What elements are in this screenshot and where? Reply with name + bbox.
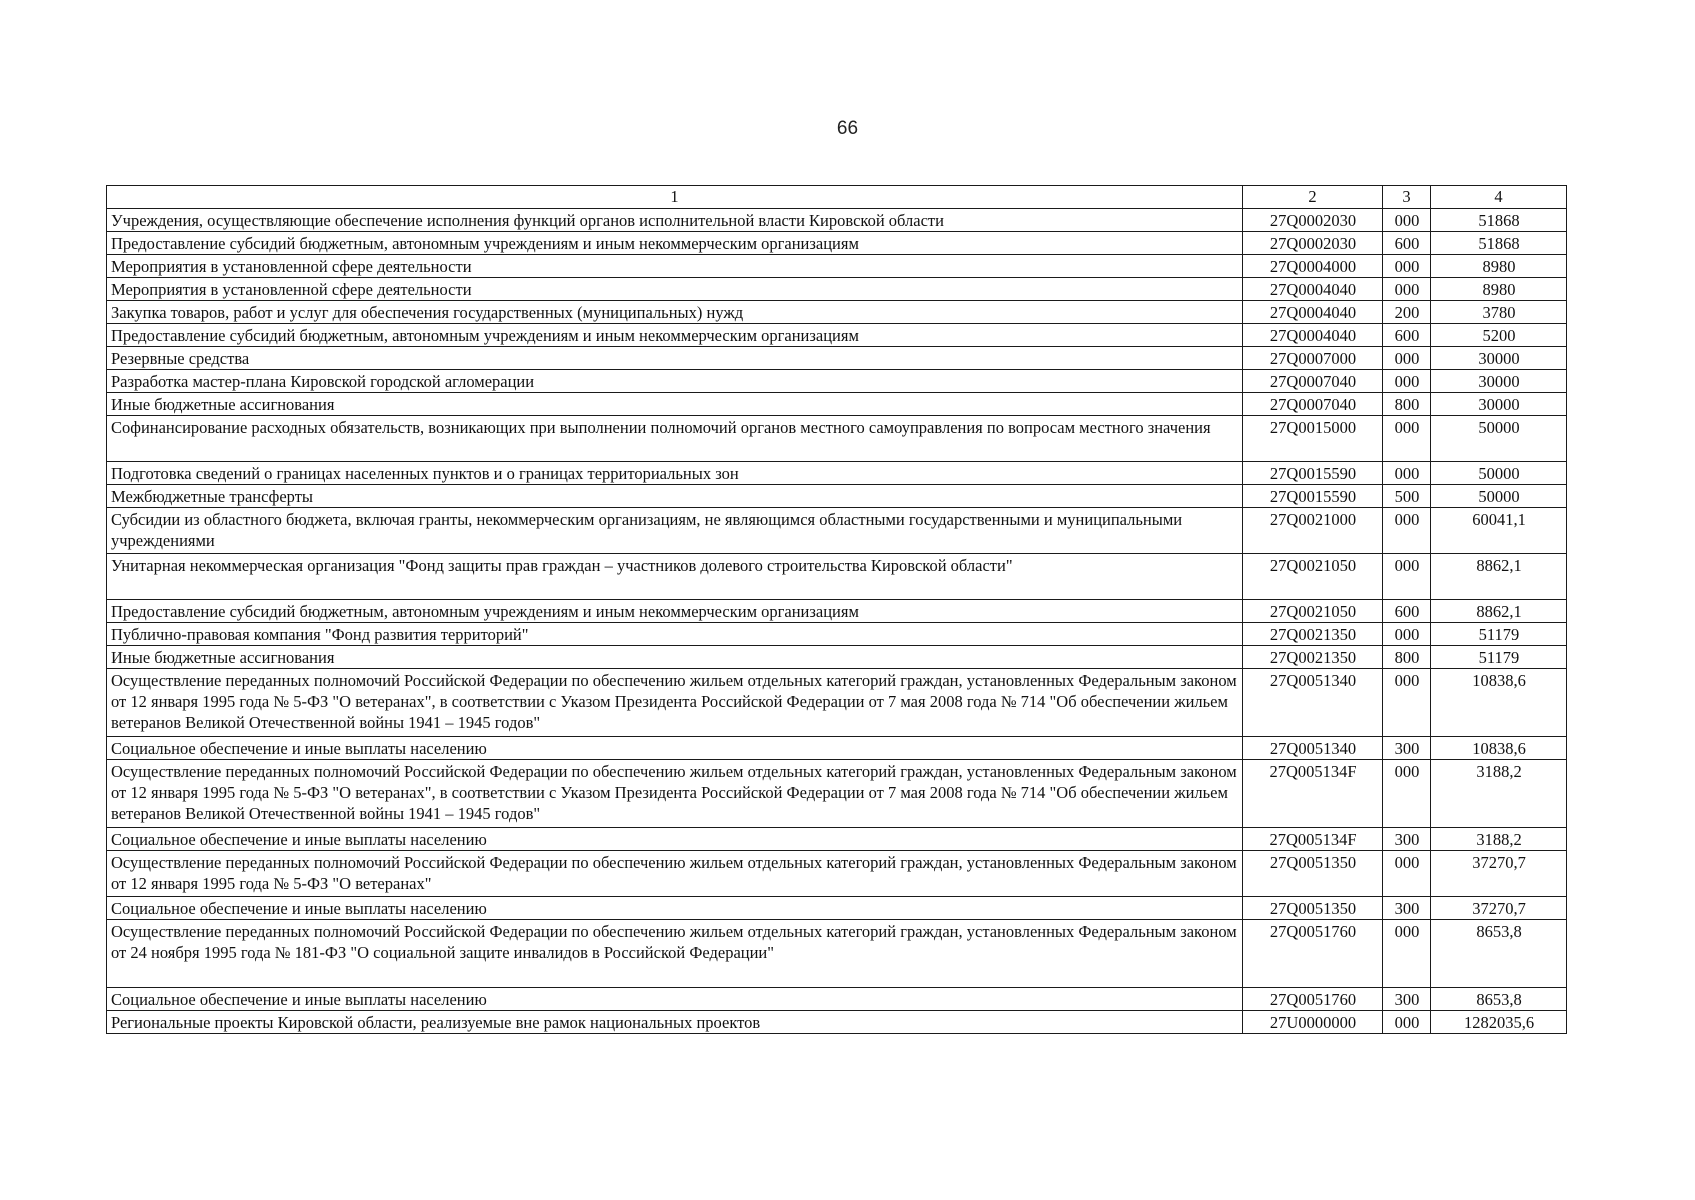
row-type: 000	[1383, 760, 1431, 828]
row-sum: 3188,2	[1431, 760, 1567, 828]
row-code: 27Q0007000	[1243, 347, 1383, 370]
row-name: Подготовка сведений о границах населенных пунктов и о границах территориальных зон	[107, 462, 1243, 485]
row-code: 27Q0021050	[1243, 600, 1383, 623]
table-row	[107, 920, 1567, 988]
row-type: 000	[1383, 669, 1431, 737]
row-sum: 8653,8	[1431, 988, 1567, 1011]
row-code: 27U0000000	[1243, 1011, 1383, 1034]
row-name: Мероприятия в установленной сфере деятельности	[107, 255, 1243, 278]
row-name: Публично-правовая компания "Фонд развития территорий"	[107, 623, 1243, 646]
budget-table	[106, 185, 1567, 1034]
row-name: Осуществление переданных полномочий Российской Федерации по обеспечению жильем отдельных категорий граждан, установленных Федеральным законом от 12 января 1995 года № 5-ФЗ "О ветеранах", в соответствии с Указом Президента Российской Федерации от 7 мая 2008 года № 714 "Об обеспечении жильем ветеранов Великой Отечественной войны 1941 – 1945 годов"	[107, 669, 1243, 737]
row-sum: 51179	[1431, 623, 1567, 646]
row-sum: 3780	[1431, 301, 1567, 324]
row-type: 300	[1383, 828, 1431, 851]
row-type: 600	[1383, 232, 1431, 255]
row-name: Предоставление субсидий бюджетным, автономным учреждениям и иным некоммерческим организациям	[107, 324, 1243, 347]
table-row	[107, 347, 1567, 370]
row-code: 27Q0021000	[1243, 508, 1383, 554]
row-type: 300	[1383, 897, 1431, 920]
row-name: Социальное обеспечение и иные выплаты населению	[107, 828, 1243, 851]
row-code: 27Q0015590	[1243, 485, 1383, 508]
row-type: 000	[1383, 623, 1431, 646]
table-row	[107, 508, 1567, 554]
row-sum: 8980	[1431, 278, 1567, 301]
table-row	[107, 393, 1567, 416]
row-name: Мероприятия в установленной сфере деятельности	[107, 278, 1243, 301]
row-sum: 8862,1	[1431, 600, 1567, 623]
table-row	[107, 897, 1567, 920]
row-code: 27Q0051760	[1243, 920, 1383, 988]
row-sum: 50000	[1431, 485, 1567, 508]
row-code: 27Q0021350	[1243, 646, 1383, 669]
row-code: 27Q0004040	[1243, 301, 1383, 324]
table-body	[107, 209, 1567, 1034]
row-name: Осуществление переданных полномочий Российской Федерации по обеспечению жильем отдельных категорий граждан, установленных Федеральным законом от 24 ноября 1995 года № 181-ФЗ "О социальной защите инвалидов в Российской Федерации"	[107, 920, 1243, 988]
row-name: Межбюджетные трансферты	[107, 485, 1243, 508]
row-name: Региональные проекты Кировской области, реализуемые вне рамок национальных проектов	[107, 1011, 1243, 1034]
row-sum: 1282035,6	[1431, 1011, 1567, 1034]
table-row	[107, 760, 1567, 828]
row-type: 000	[1383, 851, 1431, 897]
row-name: Разработка мастер-плана Кировской городской агломерации	[107, 370, 1243, 393]
row-type: 600	[1383, 324, 1431, 347]
row-type: 000	[1383, 370, 1431, 393]
row-type: 600	[1383, 600, 1431, 623]
table-row	[107, 988, 1567, 1011]
row-sum: 10838,6	[1431, 669, 1567, 737]
table-row	[107, 370, 1567, 393]
row-name: Социальное обеспечение и иные выплаты населению	[107, 737, 1243, 760]
row-code: 27Q0004040	[1243, 278, 1383, 301]
row-name: Иные бюджетные ассигнования	[107, 646, 1243, 669]
table-row	[107, 600, 1567, 623]
row-name: Закупка товаров, работ и услуг для обеспечения государственных (муниципальных) нужд	[107, 301, 1243, 324]
row-code: 27Q0051340	[1243, 669, 1383, 737]
row-code: 27Q0004000	[1243, 255, 1383, 278]
table-row	[107, 646, 1567, 669]
row-code: 27Q0021350	[1243, 623, 1383, 646]
table-row	[107, 828, 1567, 851]
table-row	[107, 554, 1567, 600]
row-type: 500	[1383, 485, 1431, 508]
row-code: 27Q0004040	[1243, 324, 1383, 347]
column-header-4: 4	[1431, 186, 1567, 209]
row-name: Резервные средства	[107, 347, 1243, 370]
table-row	[107, 324, 1567, 347]
row-type: 000	[1383, 347, 1431, 370]
row-code: 27Q0007040	[1243, 370, 1383, 393]
row-code: 27Q0015590	[1243, 462, 1383, 485]
row-sum: 8653,8	[1431, 920, 1567, 988]
row-type: 000	[1383, 920, 1431, 988]
row-sum: 5200	[1431, 324, 1567, 347]
row-type: 000	[1383, 209, 1431, 232]
row-type: 000	[1383, 1011, 1431, 1034]
row-code: 27Q0015000	[1243, 416, 1383, 462]
table-row	[107, 301, 1567, 324]
row-name: Предоставление субсидий бюджетным, автономным учреждениям и иным некоммерческим организациям	[107, 600, 1243, 623]
row-sum: 30000	[1431, 393, 1567, 416]
table-row	[107, 623, 1567, 646]
row-sum: 8980	[1431, 255, 1567, 278]
row-name: Иные бюджетные ассигнования	[107, 393, 1243, 416]
row-sum: 50000	[1431, 462, 1567, 485]
row-code: 27Q005134F	[1243, 828, 1383, 851]
row-type: 000	[1383, 278, 1431, 301]
row-sum: 37270,7	[1431, 851, 1567, 897]
row-type: 200	[1383, 301, 1431, 324]
row-type: 000	[1383, 255, 1431, 278]
table-row	[107, 669, 1567, 737]
table-row	[107, 1011, 1567, 1034]
row-name: Предоставление субсидий бюджетным, автономным учреждениям и иным некоммерческим организациям	[107, 232, 1243, 255]
row-code: 27Q0007040	[1243, 393, 1383, 416]
row-sum: 51179	[1431, 646, 1567, 669]
table-row	[107, 278, 1567, 301]
row-name: Социальное обеспечение и иные выплаты населению	[107, 988, 1243, 1011]
row-code: 27Q0051350	[1243, 851, 1383, 897]
table-row	[107, 485, 1567, 508]
table-row	[107, 255, 1567, 278]
column-header-3: 3	[1383, 186, 1431, 209]
row-sum: 50000	[1431, 416, 1567, 462]
row-name: Субсидии из областного бюджета, включая гранты, некоммерческим организациям, не являющимся областными государственными и муниципальными учреждениями	[107, 508, 1243, 554]
row-code: 27Q0002030	[1243, 209, 1383, 232]
table-row	[107, 416, 1567, 462]
row-name: Социальное обеспечение и иные выплаты населению	[107, 897, 1243, 920]
row-type: 300	[1383, 737, 1431, 760]
row-sum: 51868	[1431, 232, 1567, 255]
table-row	[107, 232, 1567, 255]
page-number: 66	[836, 118, 859, 139]
row-type: 800	[1383, 646, 1431, 669]
row-name: Осуществление переданных полномочий Российской Федерации по обеспечению жильем отдельных категорий граждан, установленных Федеральным законом от 12 января 1995 года № 5-ФЗ "О ветеранах"	[107, 851, 1243, 897]
row-type: 800	[1383, 393, 1431, 416]
row-sum: 51868	[1431, 209, 1567, 232]
row-code: 27Q0051760	[1243, 988, 1383, 1011]
table-row	[107, 209, 1567, 232]
row-sum: 60041,1	[1431, 508, 1567, 554]
row-code: 27Q0051340	[1243, 737, 1383, 760]
row-type: 000	[1383, 508, 1431, 554]
row-code: 27Q0002030	[1243, 232, 1383, 255]
row-sum: 10838,6	[1431, 737, 1567, 760]
column-header-2: 2	[1243, 186, 1383, 209]
table-row	[107, 462, 1567, 485]
row-sum: 3188,2	[1431, 828, 1567, 851]
row-name: Осуществление переданных полномочий Российской Федерации по обеспечению жильем отдельных категорий граждан, установленных Федеральным законом от 12 января 1995 года № 5-ФЗ "О ветеранах", в соответствии с Указом Президента Российской Федерации от 7 мая 2008 года № 714 "Об обеспечении жильем ветеранов Великой Отечественной войны 1941 – 1945 годов"	[107, 760, 1243, 828]
row-name: Унитарная некоммерческая организация "Фонд защиты прав граждан – участников долевого строительства Кировской области"	[107, 554, 1243, 600]
row-name: Софинансирование расходных обязательств, возникающих при выполнении полномочий органов местного самоуправления по вопросам местного значения	[107, 416, 1243, 462]
row-sum: 37270,7	[1431, 897, 1567, 920]
row-sum: 30000	[1431, 347, 1567, 370]
row-name: Учреждения, осуществляющие обеспечение исполнения функций органов исполнительной власти Кировской области	[107, 209, 1243, 232]
table-header-row	[107, 186, 1567, 209]
row-code: 27Q005134F	[1243, 760, 1383, 828]
table-row	[107, 737, 1567, 760]
row-type: 000	[1383, 462, 1431, 485]
row-sum: 8862,1	[1431, 554, 1567, 600]
column-header-1: 1	[107, 186, 1243, 209]
row-type: 300	[1383, 988, 1431, 1011]
row-code: 27Q0021050	[1243, 554, 1383, 600]
row-type: 000	[1383, 554, 1431, 600]
row-code: 27Q0051350	[1243, 897, 1383, 920]
row-type: 000	[1383, 416, 1431, 462]
row-sum: 30000	[1431, 370, 1567, 393]
table-row	[107, 851, 1567, 897]
